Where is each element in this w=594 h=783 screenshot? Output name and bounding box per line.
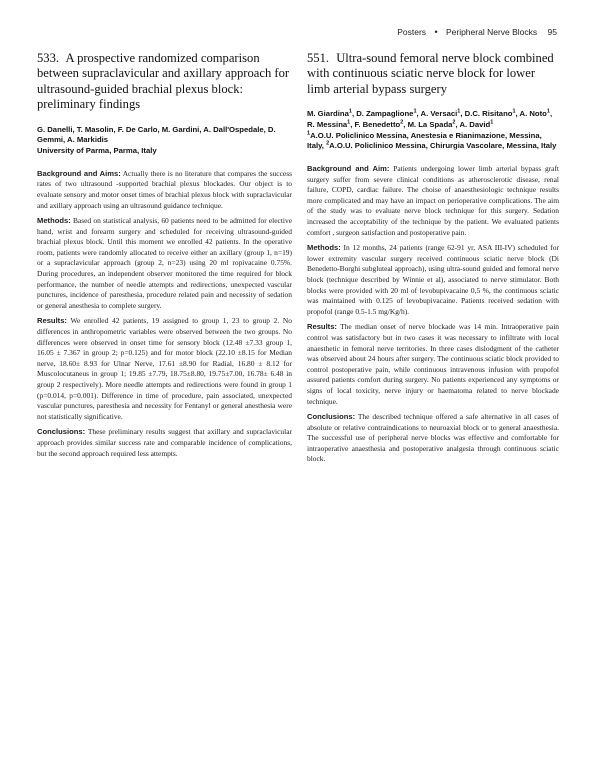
abstract-title <box>37 51 292 113</box>
section-heading: Conclusions: <box>307 412 356 422</box>
author-name: M. La Spada <box>407 119 453 129</box>
section-heading: Conclusions: <box>37 427 86 437</box>
conclusions-paragraph <box>37 427 292 459</box>
affiliation-1: A.O.U. Policlinico Messina, Anestesia e Rianimazione, Messina, Italy, <box>307 130 542 151</box>
author-affil-mark: 1 <box>413 108 417 115</box>
section-text: Based on statistical analysis, 60 patients need to be admitted for elective hand, wrist and forearm surgery and scheduled for receiving ultrasound-guided brachial plexus block. Until this moment we enrolled 42 patients. In the operative room, patients were randomly allocated to receive either an axillary (group 1, n=19) or a supraclavicular approach (group 2, n=23) using 20 ml ropivacaine 0.75%. During procedures, an independent observer monitored the time required for block performance, the number of needle attempts and redirections, unexpected vascular punctures, incidence of paresthesia, procedure related pain and necessity of sedation or general anesthesia to complete surgery. <box>37 216 293 310</box>
author-name: A. David <box>459 119 491 129</box>
affil-mark: 2 <box>326 140 330 147</box>
author-affil-mark: 1 <box>512 108 516 115</box>
abstract-number: 551. <box>307 51 330 65</box>
abstract-title-text: A prospective randomized comparison between supraclavicular and axillary approach for ultrasound-guided brachial plexus block: preliminary findings <box>37 51 290 112</box>
section-text: These preliminary results suggest that axillary and supraclavicular approach provides similar success rate and comparable incidence of complications, but the second approach required less attempts. <box>37 427 292 458</box>
author-name: M. Giardina <box>307 109 349 119</box>
section-heading: Background and Aims: <box>37 168 121 178</box>
author-affil-mark: 2 <box>400 119 404 126</box>
author-name: A. Noto <box>519 109 547 119</box>
running-header <box>397 27 557 37</box>
abstract-number: 533. <box>37 51 60 65</box>
author-list: G. Danelli, T. Masolin, F. De Carlo, M. Gardini, A. Dall'Ospedale, D. Gemmi, A. Markidis <box>37 124 276 145</box>
header-bullet: • <box>434 27 438 37</box>
section-text: Patients undergoing lower limb arterial bypass graft surgery suffer from severe clinical conditions as atherosclerotic disease, renal failure, COPD, cardiac failure. The choise of anaesthesiologic technique results more complicated and may have an impact on perioperative complications. The aim of the study was to evaluate nerve block technique for this surgery. Sedation increased the acceptability of the technique by the patient. We evaluated patients comfort , surgeon satisfaction and postoperative pain. <box>307 164 559 237</box>
author-name: D. Zampaglione <box>356 109 414 119</box>
section-text: The median onset of nerve blockade was 14 min. Intraoperative pain control was satisfactory but in two cases it was necessary to infiltrate with local anaesthetic in femoral nerve territories. In three cases dislodgment of the catheter was observed about 24 hours after surgery. The continuous sciatic block provided to control postoperative pain, while continuous intravenous infusion with propofol assured patients comfort during surgery. No patients experienced any symptoms or signs of local toxicity, nerve injury or haematoma related to nerve blockade technique. <box>307 322 559 406</box>
methods-paragraph <box>37 216 292 311</box>
section-heading: Methods: <box>37 216 71 226</box>
abstract-533 <box>37 51 292 464</box>
author-affil-mark: 1 <box>457 108 461 115</box>
author-affil-mark: 1 <box>348 108 352 115</box>
header-section: Posters <box>397 27 427 37</box>
author-affil-mark: 1 <box>347 119 351 126</box>
author-affil-mark: 2 <box>452 119 456 126</box>
affil-mark: 1 <box>307 130 311 137</box>
author-name: R. Messina <box>307 119 348 129</box>
conclusions-paragraph <box>307 412 559 465</box>
results-paragraph <box>307 322 559 407</box>
abstract-title <box>307 51 559 97</box>
author-affil-mark: 1 <box>490 119 494 126</box>
author-name: D.C. Risitano <box>464 109 513 119</box>
section-text: Actually there is no literature that compares the success rates of two ultrasound -supported brachial plexus blockades. Our object is to evaluate sensory and motor onset times of brachial plexus block with supraclavicular and axillary approach using an ultrasound guidance technique. <box>37 168 292 210</box>
page-number: 95 <box>547 27 557 37</box>
author-name: A. Versaci <box>420 109 458 119</box>
section-text: We enrolled 42 patients, 19 assigned to group 1, 23 to group 2. No differences in anthropometric variables were observed between the two groups. No differences were observed in onset time for sensory block (12.48 ±7.33 group 1, 16.05 ± 7.367 in group 2; p=0.125) and for motor block (22.10 ±8.15 for Median nerve, 18.60± 8.93 for Ulnar Nerve, 17.61 ±8.90 for Radial, 16.80 ± 8.12 for Muscolocutaneus in group 1; 19.85 ±7.79, 18.75±8.80, 19.75±7.00, 16.78± 6.48 in group 2 respectively). More needle attempts and redirections were found in group 1 (p=0.014, p=0.001). Difference in time of procedure, pain associated, unexpected vascular punctures, paresthesia and necessity for Fentanyl or general anesthesia were not statistically significative. <box>37 316 292 421</box>
author-affil-mark: 1 <box>546 108 550 115</box>
author-name: F. Benedetto <box>354 119 401 129</box>
methods-paragraph <box>307 243 559 317</box>
abstract-551 <box>307 51 559 470</box>
section-text: The described technique offered a safe alternative in all cases of absolute or relative contraindications to neuroaxial block or to general anaesthesia. The successful use of peripheral nerve blocks was effective and comfortable for intraoperative anaesthesia and postoperative analgesia through continuous sciatic block. <box>307 412 559 464</box>
section-heading: Results: <box>307 322 337 332</box>
background-paragraph <box>307 164 559 238</box>
section-heading: Background and Aim: <box>307 164 390 174</box>
background-paragraph <box>37 169 292 211</box>
author-list: M. Giardina$^1$, D. Zampaglione$^1$, A. Versaci$^1$, D.C. Risitano$^1$, A. Noto$^1$, R. Messina$^1$, F. Benedetto$^2$, M. La Spada$^2$, A. David$^1$ <box>307 108 553 129</box>
affiliation-2: A.O.U. Policlinico Messina, Chirurgia Vascolare, Messina, Italy <box>329 141 557 151</box>
affiliation: University of Parma, Parma, Italy <box>37 146 157 156</box>
header-topic: Peripheral Nerve Blocks <box>445 27 538 37</box>
results-paragraph <box>37 316 292 422</box>
section-heading: Methods: <box>307 243 341 253</box>
section-heading: Results: <box>37 316 67 326</box>
section-text: In 12 months, 24 patients (range 62-91 yr, ASA III-IV) scheduled for lower extremity vascular surgery received continuous sciatic nerve block (Di Benedetto-Borghi subgluteal approach), using ultra-sound guided and femoral nerve block (technique described by Winnie et al), associated to nerve stimulator. Both blocks were provided with 20 ml of levobupivacaine 0,5 %, the continuous sciatic was maintained with 0.125 of levobupivacaine. Patients received sedation with propofol (range 0.5-1.5 mg/Kg/h). <box>307 243 559 316</box>
affiliation <box>307 131 559 152</box>
abstract-title-text: Ultra-sound femoral nerve block combined with continuous sciatic nerve block for lower limb arterial bypass surgery <box>307 51 554 96</box>
